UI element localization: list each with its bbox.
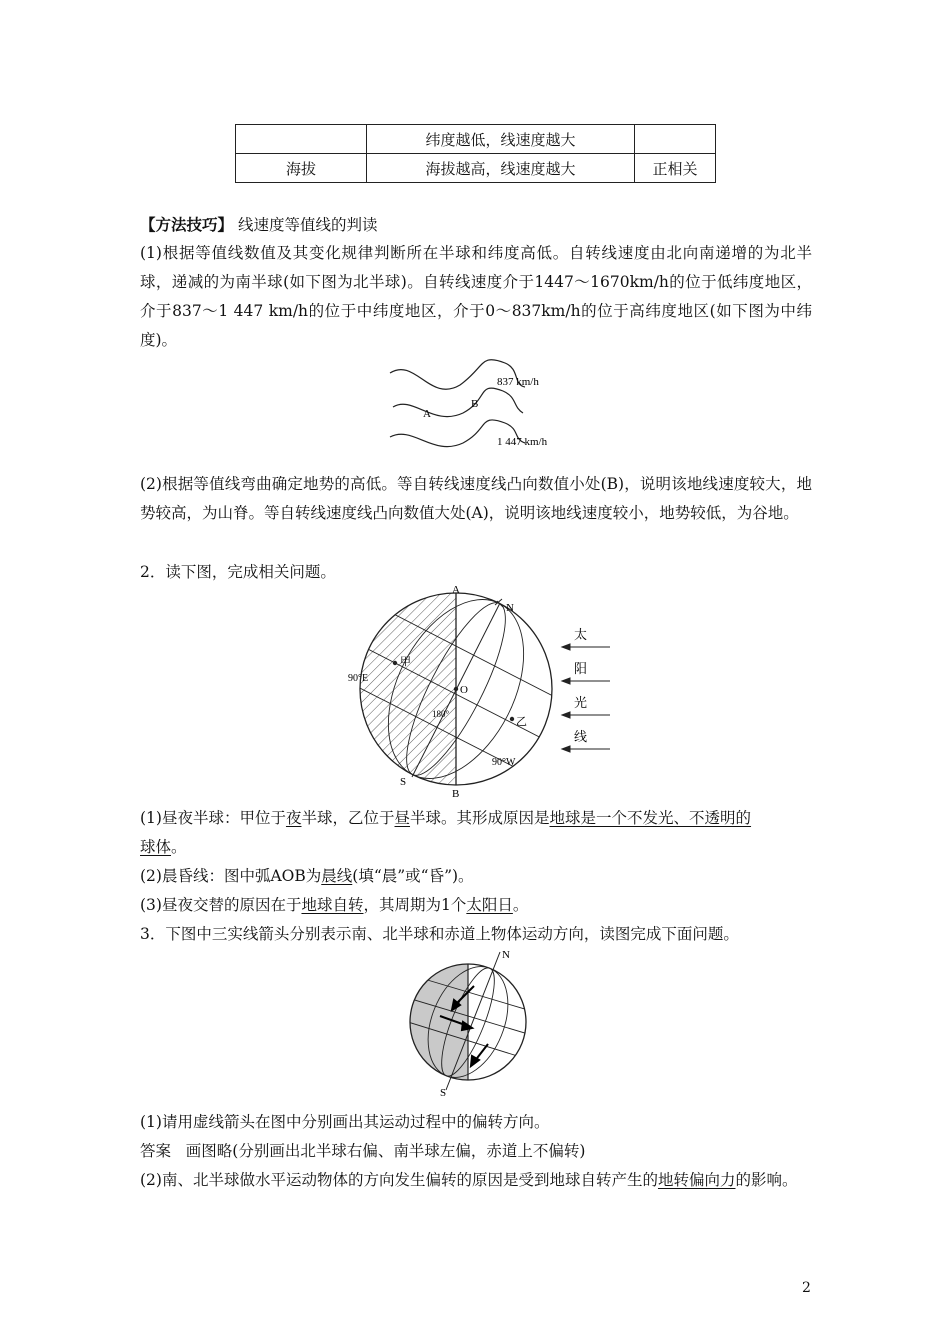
table-cell: 正相关 (635, 154, 716, 183)
center-point-o (454, 687, 458, 691)
sunlight-arrowhead-icon (562, 678, 570, 684)
method-heading: 【方法技巧】 (140, 215, 234, 234)
deflection-globe-figure (400, 948, 530, 1098)
table-cell (635, 125, 716, 154)
answer-blank: 晨线 (321, 867, 353, 885)
q2-answer-2 (140, 862, 474, 891)
table-row (236, 125, 716, 154)
text: (填“晨”或“昏”)。 (352, 867, 474, 885)
method-title: 线速度等值线的判读 (237, 216, 378, 234)
night-hemisphere-shading (340, 585, 456, 800)
text: 。 (171, 838, 187, 856)
point-jia (393, 661, 397, 665)
sunlight-label-4: 线 (574, 729, 588, 744)
isoline-label-top: 837 km/h (497, 376, 539, 388)
text: (2)南、北半球做水平运动物体的方向发生偏转的原因是受到地球自转产生的 (140, 1171, 658, 1189)
speed-factor-table (235, 124, 716, 183)
answer-blank: 昼 (394, 809, 411, 827)
answer-blank: 地球是一个不发光、不透明的 (549, 809, 752, 827)
text: ，其周期为1个 (363, 896, 467, 914)
sunlight-arrowhead-icon (562, 712, 570, 718)
label-o: O (460, 684, 468, 696)
label-90e: 90°E (348, 673, 369, 684)
answer-blank: 球体 (140, 838, 172, 856)
point-a-label: A (423, 408, 431, 420)
q3-title: 3．下图中三实线箭头分别表示南、北半球和赤道上物体运动方向，读图完成下面问题。 (140, 925, 739, 943)
label-b: B (452, 788, 460, 800)
day-night-globe-figure (340, 585, 630, 800)
label-s: S (440, 1087, 447, 1098)
q3-sub-1: (1)请用虚线箭头在图中分别画出其运动过程中的偏转方向。 (140, 1113, 550, 1131)
method-heading-line (140, 210, 377, 240)
text: (1)昼夜半球：甲位于 (140, 809, 286, 827)
text: 半球，乙位于 (301, 809, 395, 827)
q2-answer-1-line2 (140, 833, 187, 862)
label-180: 180° (432, 709, 450, 719)
label-yi: 乙 (516, 716, 527, 728)
q2-answer-1-line1 (140, 804, 751, 833)
label-jia: 甲 (400, 656, 411, 668)
text: 半球。其形成原因是 (410, 809, 550, 827)
point-b-label: B (471, 398, 479, 410)
sunlight-label-1: 太 (574, 627, 588, 642)
answer-label: 答案 (140, 1142, 172, 1160)
label-90w: 90°W (492, 757, 516, 768)
isoline-middle (393, 388, 523, 417)
isoline-label-bottom: 1 447 km/h (497, 436, 548, 448)
text: (3)昼夜交替的原因在于 (140, 896, 302, 914)
table-cell: 纬度越低，线速度越大 (367, 125, 635, 154)
table-row (236, 154, 716, 183)
answer-blank: 地转偏向力 (657, 1171, 736, 1189)
answer-blank: 地球自转 (301, 896, 364, 914)
text: 。 (512, 896, 529, 914)
label-a: A (452, 585, 460, 596)
q3-answer-line (140, 1137, 585, 1166)
answer-text: 画图略(分别画出北半球右偏、南半球左偏，赤道上不偏转) (185, 1142, 586, 1160)
sunlight-arrowhead-icon (562, 746, 570, 752)
text: 的影响。 (735, 1171, 798, 1189)
method-paragraph-2: (2)根据等值线弯曲确定地势的高低。等自转线速度线凸向数值小处(B)，说明该地线速度较大，地势较高，为山脊。等自转线速度线凸向数值大处(A)，说明该地线速度较小，地势较低，为谷地。 (140, 475, 812, 522)
q3-sub-2 (140, 1166, 812, 1195)
sunlight-label-3: 光 (574, 695, 588, 710)
point-yi (510, 717, 514, 721)
isoline-figure (385, 355, 585, 460)
q2-title: 2．读下图，完成相关问题。 (140, 563, 336, 581)
method-paragraph-1: (1)根据等值线数值及其变化规律判断所在半球和纬度高低。自转线速度由北向南递增的为北半球，递减的为南半球(如下图为北半球)。自转线速度介于1447～1670km/h的位于低纬度地区，介于837～1 447 km/h的位于中纬度地区，介于0～837km/h的位于高纬度地区(如下图为中纬度)。 (140, 244, 812, 349)
label-n: N (506, 602, 514, 614)
sunlight-arrowhead-icon (562, 644, 570, 650)
answer-blank: 太阳日 (466, 896, 513, 914)
label-s: S (400, 776, 407, 788)
label-n: N (502, 949, 510, 961)
sunlight-label-2: 阳 (574, 661, 588, 676)
table-cell: 海拔 (236, 154, 367, 183)
table-cell: 海拔越高，线速度越大 (367, 154, 635, 183)
text: (2)晨昏线：图中弧AOB为 (140, 867, 322, 885)
table-cell (236, 125, 367, 154)
answer-blank: 夜 (285, 809, 302, 827)
q2-answer-3 (140, 891, 528, 920)
page-number: 2 (802, 1280, 811, 1296)
